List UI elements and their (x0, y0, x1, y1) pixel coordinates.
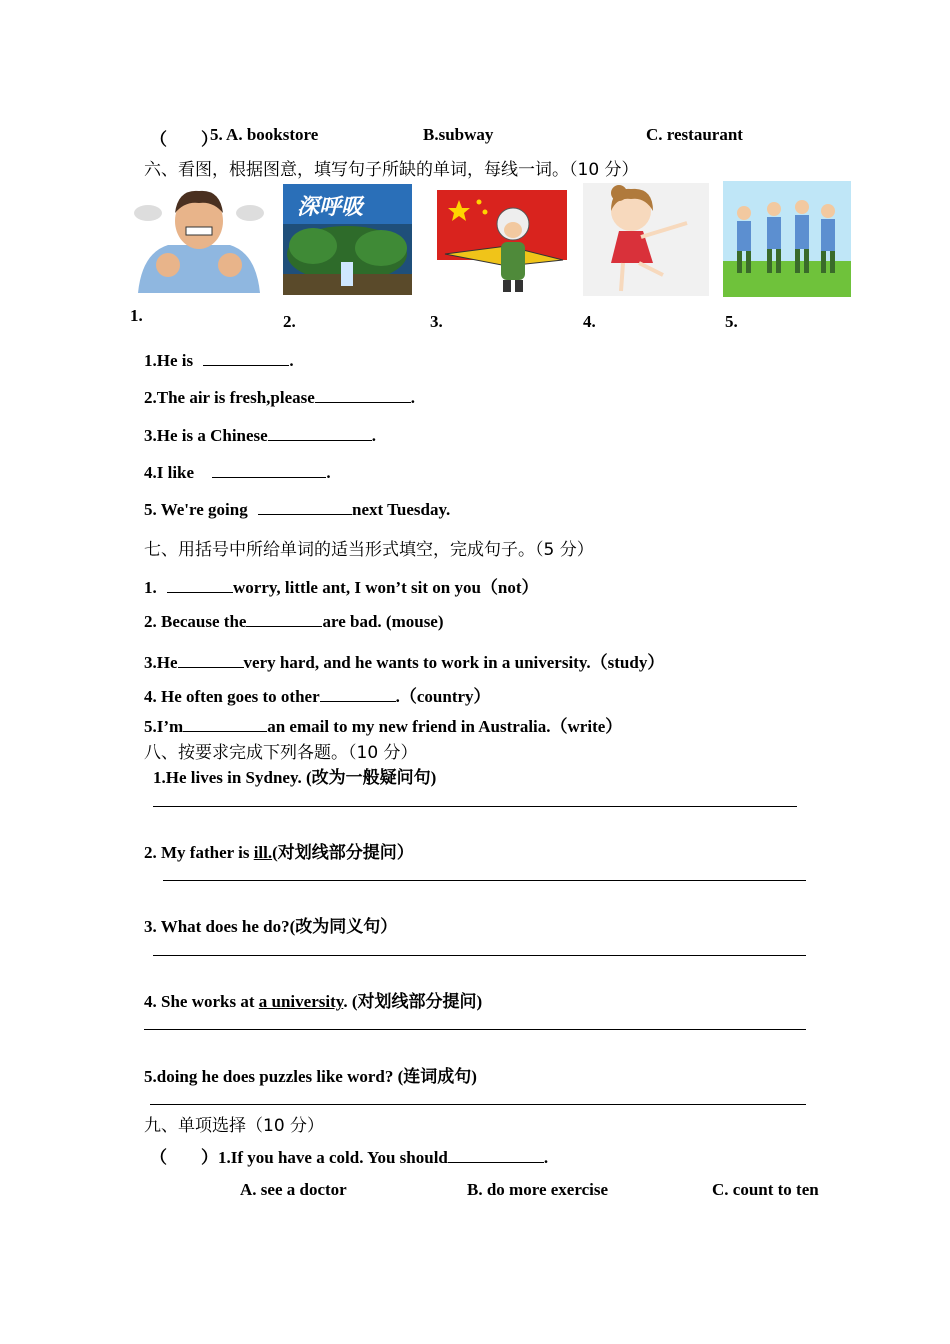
s6-sentence-5-post: next Tuesday. (352, 500, 451, 519)
svg-text:深呼吸: 深呼吸 (297, 195, 364, 220)
s6-sentence-5 (144, 498, 450, 520)
picture-label-5: 5. (725, 312, 738, 331)
q5-option-b: B.subway (423, 125, 494, 144)
s7-item-5-pre: 5.I’m (144, 717, 184, 736)
s6-sentence-2 (144, 386, 415, 408)
s7-item-4 (144, 682, 491, 707)
s6-blank-3[interactable] (268, 424, 372, 441)
q5-paren: （ ） (150, 130, 218, 149)
s9-q1-pre: 1.If you have a cold. You should (218, 1148, 448, 1167)
s8-q2-underlined: ill. (253, 843, 273, 862)
deep-breath-forest-icon (283, 184, 412, 295)
s8-question-2 (144, 838, 414, 863)
s7-blank-5[interactable] (183, 715, 267, 732)
s7-item-5 (144, 712, 622, 737)
s8-answer-line-3[interactable] (153, 955, 806, 956)
s7-item-3-pre: 3.He (144, 653, 178, 672)
s6-blank-5[interactable] (258, 498, 352, 515)
picture-label-3: 3. (430, 312, 443, 331)
s6-sentence-4-pre: 4.I like (144, 463, 199, 482)
s7-item-3 (144, 648, 664, 673)
s7-item-1 (144, 573, 539, 598)
pilot-flag-icon (437, 190, 567, 295)
s7-blank-2[interactable] (246, 610, 322, 627)
s8-question-3: 3. What does he do?(改为同义句） (144, 917, 398, 936)
s8-q4-pre: 4. She works at (144, 992, 259, 1011)
s7-blank-3[interactable] (178, 651, 244, 668)
section7-heading: 七、用括号中所给单词的适当形式填空，完成句子。（5 分） (144, 540, 594, 560)
s8-q4-underlined: a university (258, 992, 344, 1011)
s8-answer-line-1[interactable] (153, 806, 797, 807)
hiking-people-icon (723, 181, 851, 297)
s6-sentence-4 (144, 461, 331, 483)
s9-q1-post: . (543, 1148, 549, 1167)
q5-option-a: 5. A. bookstore (210, 125, 319, 144)
s8-answer-line-5[interactable] (150, 1104, 806, 1105)
s9-option-c[interactable]: C. count to ten (712, 1180, 819, 1199)
s7-blank-4[interactable] (320, 685, 396, 702)
s6-sentence-3-post: . (371, 426, 376, 445)
s7-item-5-post: an email to my new friend in Australia.（write） (267, 717, 623, 736)
s6-sentence-1 (144, 349, 294, 371)
q5-option-c: C. restaurant (646, 125, 743, 144)
s6-blank-1[interactable] (203, 349, 289, 366)
s9-paren: （ ） (150, 1148, 218, 1167)
s8-q2-post: (对划线部分提问） (272, 843, 414, 862)
s8-q4-post: . (对划线部分提问) (343, 992, 483, 1011)
s7-item-1-post: worry, little ant, I won’t sit on you（not） (233, 578, 539, 597)
angry-man-icon (128, 183, 270, 293)
s9-blank-1[interactable] (448, 1146, 544, 1163)
s9-option-a[interactable]: A. see a doctor (240, 1180, 347, 1199)
s8-answer-line-2[interactable] (163, 880, 806, 881)
s6-sentence-1-post: . (289, 351, 294, 370)
s6-sentence-4-post: . (326, 463, 331, 482)
section8-heading: 八、按要求完成下列各题。（10 分） (144, 743, 418, 763)
s7-item-2 (144, 610, 444, 632)
s6-sentence-1-pre: 1.He is (144, 351, 198, 370)
picture-label-2: 2. (283, 312, 296, 331)
s7-item-1-pre: 1. (144, 578, 161, 597)
picture-label-1: 1. (130, 306, 143, 325)
s8-answer-line-4[interactable] (144, 1029, 806, 1030)
s6-sentence-2-pre: 2.The air is fresh,please (144, 388, 315, 407)
s6-blank-2[interactable] (315, 386, 411, 403)
s6-sentence-2-post: . (410, 388, 416, 407)
s8-question-5: 5.doing he does puzzles like word? (连词成句) (144, 1067, 477, 1086)
s6-sentence-5-pre: 5. We're going (144, 500, 252, 519)
s7-item-2-pre: 2. Because the (144, 612, 247, 631)
s7-item-3-post: very hard, and he wants to work in a university.（study） (243, 653, 665, 672)
s9-question-1 (150, 1143, 548, 1168)
s7-item-4-pre: 4. He often goes to other (144, 687, 320, 706)
section6-heading: 六、看图，根据图意，填写句子所缺的单词，每线一词。（10 分） (144, 160, 639, 180)
dancing-girl-icon (583, 183, 709, 296)
s6-sentence-3-pre: 3.He is a Chinese (144, 426, 268, 445)
s9-option-b[interactable]: B. do more exercise (467, 1180, 608, 1199)
s7-item-4-post: .（country） (395, 687, 491, 706)
s6-blank-4[interactable] (212, 461, 326, 478)
s8-q2-pre: 2. My father is (144, 843, 254, 862)
s7-blank-1[interactable] (167, 576, 233, 593)
section9-heading: 九、单项选择（10 分） (144, 1116, 325, 1136)
s6-sentence-3 (144, 424, 376, 446)
s7-item-2-post: are bad. (mouse) (322, 612, 444, 631)
s8-question-1: 1.He lives in Sydney. (改为一般疑问句) (153, 768, 437, 787)
picture-label-4: 4. (583, 312, 596, 331)
s8-question-4 (144, 987, 482, 1012)
